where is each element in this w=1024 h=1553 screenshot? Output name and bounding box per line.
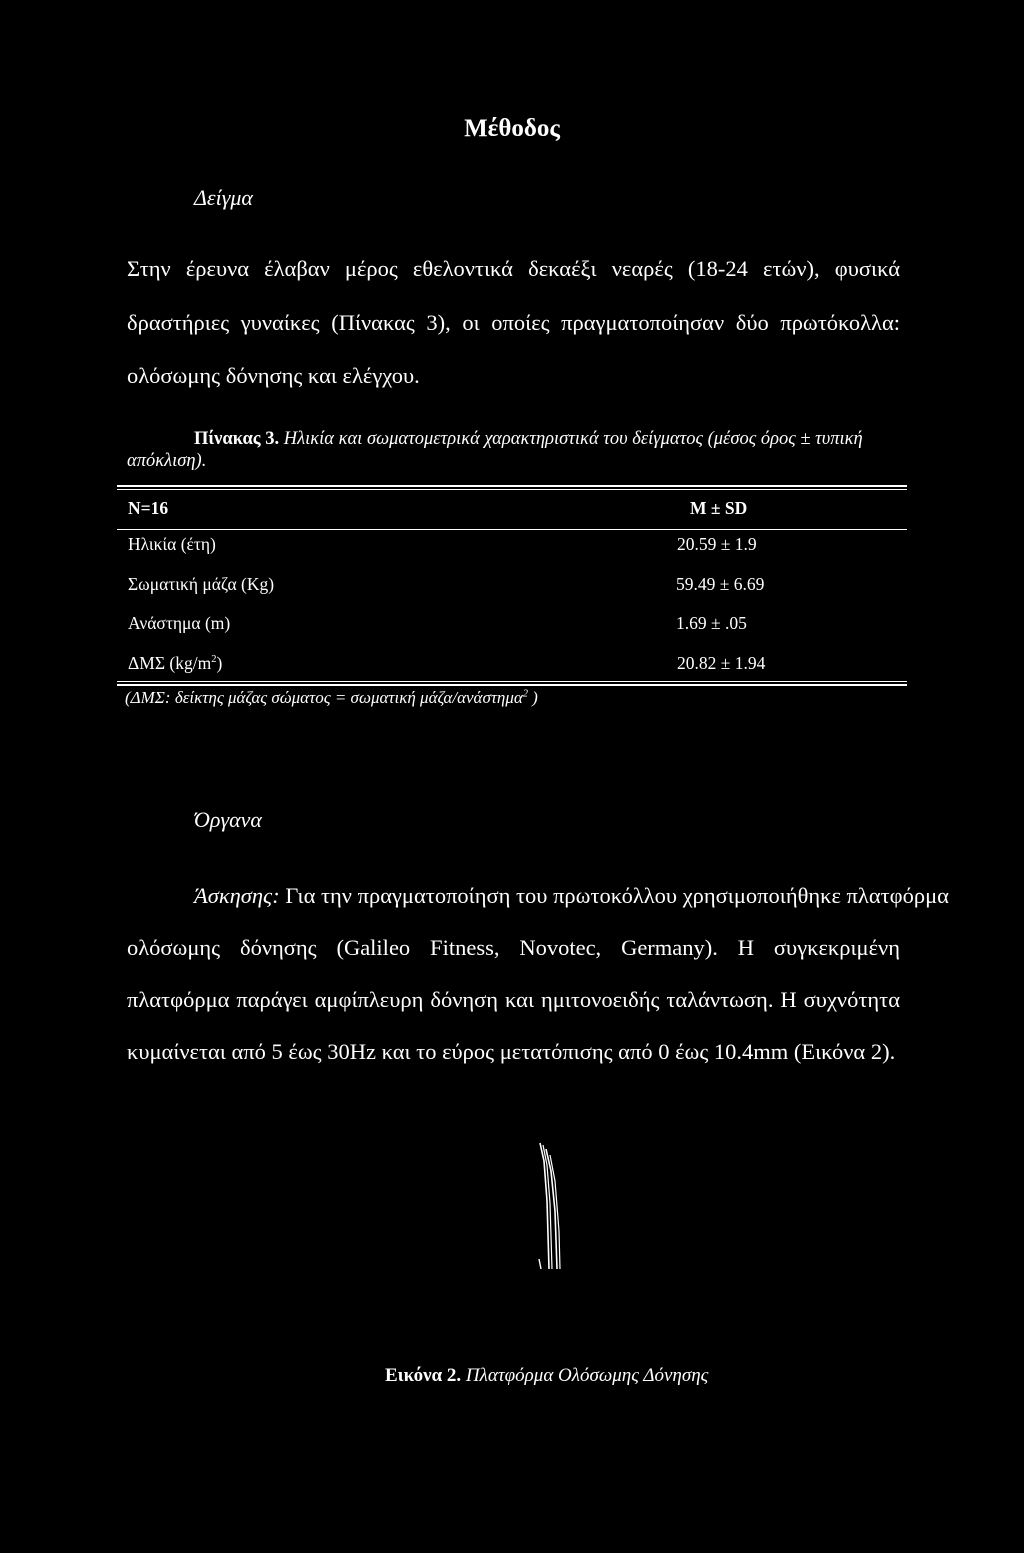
figure-stroke-1 [540,1143,549,1269]
table-row-label-bmi [128,652,222,674]
table-header-rule [117,529,907,530]
table-note-main: (ΔΜΣ: δείκτης μάζας σώματος = σωματική μάζα/ανάστημα [125,688,523,707]
table-note [125,687,538,709]
table-row-value-mass: 59.49 ± 6.69 [676,574,765,594]
figure-caption-label: Εικόνα 2. [385,1365,462,1386]
figure-caption-text: Πλατφόρμα Ολόσωμης Δόνησης [465,1365,709,1386]
instruments-subheading: Όργανα [194,807,262,832]
table-header-n: N=16 [128,498,169,518]
table-caption-text: Ηλικία και σωματομετρικά χαρακτηριστικά του δείγματος (μέσος όρος ± τυπική [283,429,863,449]
table-caption-label: Πίνακας 3. [194,429,280,449]
table-note-end: ) [527,688,538,707]
table-bottom-rule [117,681,907,682]
instruments-line-1-text: Για την πραγματοποίηση του πρωτοκόλλου χρησιμοποιήθηκε πλατφόρμα [279,883,949,908]
bmi-label-sup: 2 [211,654,217,666]
platform-figure [538,1141,562,1271]
table-caption-text-2: απόκλιση). [127,451,207,471]
figure-caption [385,1364,708,1388]
table-caption [194,427,863,451]
sample-subheading: Δείγμα [194,185,253,210]
instruments-line-4: κυμαίνεται από 5 έως 30Hz και το εύρος μετατόπισης από 0 έως 10.4mm (Εικόνα 2). [127,1039,896,1064]
bmi-label-main: ΔΜΣ (kg/m [128,653,212,673]
table-row-value-height: 1.69 ± .05 [676,613,747,633]
table-caption-continued [127,449,206,473]
paragraph-line-1: Στην έρευνα έλαβαν μέρος εθελοντικά δεκαέξι νεαρές (18-24 ετών), φυσικά [127,256,900,281]
table-top-rule [117,485,907,487]
bmi-label-end: ) [216,653,223,673]
table-top-rule-2 [117,489,907,490]
paragraph-line-2: δραστήριες γυναίκες (Πίνακας 3), οι οποίες πραγματοποίησαν δύο πρωτόκολλα: [127,310,900,335]
table-row-value-bmi: 20.82 ± 1.94 [677,653,766,673]
instruments-line-1 [194,882,949,910]
instruments-line-2: ολόσωμης δόνησης (Galileo Fitness, Novotec, Germany). Η συγκεκριμένη [127,935,900,960]
table-row-label-height: Ανάστημα (m) [128,613,231,633]
instruments-lead: Άσκησης: [194,883,280,908]
table-row-value-age: 20.59 ± 1.9 [677,534,757,554]
table-note-sup: 2 [522,688,528,700]
table-row-label-age: Ηλικία (έτη) [128,534,216,554]
paragraph-line-3: ολόσωμης δόνησης και ελέγχου. [127,363,420,388]
table-header-msd: M ± SD [690,498,748,518]
section-heading: Μέθοδος [464,115,560,142]
instruments-line-3: πλατφόρμα παράγει αμφίπλευρη δόνηση και ημιτονοειδής ταλάντωση. Η συχνότητα [127,987,900,1012]
table-bottom-rule-2 [117,684,907,686]
figure-stroke-5 [539,1259,541,1269]
table-row-label-mass: Σωματική μάζα (Kg) [128,574,275,594]
